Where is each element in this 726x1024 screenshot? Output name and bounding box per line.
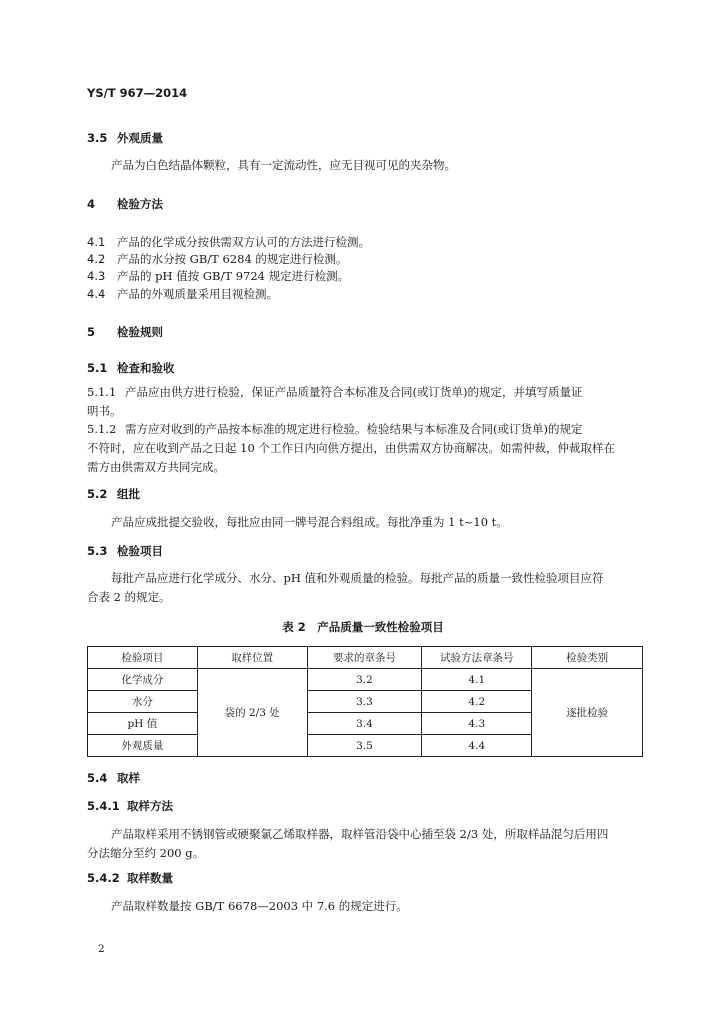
section-5-4-2-text: 产品取样数量按 GB/T 6678—2003 中 7.6 的规定进行。 xyxy=(111,899,408,913)
section-3-5-text: 产品为白色结晶体颗粒，具有一定流动性，应无目视可见的夹杂物。 xyxy=(111,158,456,172)
section-5-4-heading xyxy=(87,770,140,786)
paragraph-line: 产品取样采用不锈钢管或硬聚氯乙烯取样器，取样管沿袋中心插至袋 2/3 处，所取样品混匀后用四 xyxy=(111,827,609,841)
section-number: 4 xyxy=(87,197,96,211)
paragraph-line: 明书。 xyxy=(87,404,122,418)
section-3-5-heading xyxy=(87,130,163,146)
section-number: 5.3 xyxy=(87,544,108,558)
section-title: 检验规则 xyxy=(117,325,163,339)
cell-item: pH 值 xyxy=(88,713,198,735)
cell-item: 外观质量 xyxy=(88,735,198,757)
section-title: 组批 xyxy=(117,487,140,501)
section-title: 检验项目 xyxy=(117,544,163,558)
column-header: 试验方法章条号 xyxy=(422,647,532,669)
paragraph-line: 产品应由供方进行检验，保证产品质量符合本标准及合同(或订货单)的规定，并填写质量证 xyxy=(125,385,583,399)
cell-requirement-clause: 3.2 xyxy=(307,669,422,691)
section-title: 取样方法 xyxy=(127,799,173,813)
cell-method-clause: 4.4 xyxy=(422,735,532,757)
section-title: 检查和验收 xyxy=(117,361,175,375)
paragraph-line: 合表 2 的规定。 xyxy=(87,590,171,604)
section-title: 取样 xyxy=(117,771,140,785)
cell-requirement-clause: 3.4 xyxy=(307,713,422,735)
cell-method-clause: 4.2 xyxy=(422,691,532,713)
column-header: 取样位置 xyxy=(197,647,307,669)
section-5-heading xyxy=(87,324,163,340)
list-item xyxy=(87,286,278,302)
list-item xyxy=(87,251,347,267)
cell-method-clause: 4.3 xyxy=(422,713,532,735)
section-number: 3.5 xyxy=(87,131,108,145)
page-number: 2 xyxy=(98,943,105,955)
inspection-items-table xyxy=(87,646,643,757)
section-5-3-heading xyxy=(87,543,163,559)
column-header: 检验项目 xyxy=(88,647,198,669)
section-5-4-1-text xyxy=(87,825,608,863)
section-title: 取样数量 xyxy=(127,871,173,885)
item-text: 产品的 pH 值按 GB/T 9724 规定进行检测。 xyxy=(117,269,350,283)
paragraph-line: 需方应对收到的产品按本标准的规定进行检验。检验结果与本标准及合同(或订货单)的规定 xyxy=(125,422,583,436)
standard-code: YS/T 967—2014 xyxy=(87,86,188,100)
table-header-row xyxy=(88,647,643,669)
cell-sampling-location: 袋的 2/3 处 xyxy=(197,669,307,757)
section-4-heading xyxy=(87,196,163,212)
section-title: 外观质量 xyxy=(117,131,163,145)
paragraph-line: 需方由供需双方共同完成。 xyxy=(87,460,225,474)
cell-item: 水分 xyxy=(88,691,198,713)
list-item xyxy=(87,268,349,284)
section-5-3-text xyxy=(87,569,604,607)
section-5-4-2-heading xyxy=(87,870,173,886)
paragraph-line: 分法缩分至约 200 g。 xyxy=(87,846,205,860)
item-number: 4.1 xyxy=(87,235,106,249)
cell-item: 化学成分 xyxy=(88,669,198,691)
section-5-4-1-heading xyxy=(87,798,173,814)
clause-number: 5.1.2 xyxy=(87,422,117,436)
clause-number: 5.1.1 xyxy=(87,385,117,399)
paragraph-5-1-1 xyxy=(87,383,582,421)
item-text: 产品的化学成分按供需双方认可的方法进行检测。 xyxy=(117,235,370,249)
section-5-1-heading xyxy=(87,360,175,376)
section-number: 5.4.1 xyxy=(87,799,120,813)
cell-requirement-clause: 3.3 xyxy=(307,691,422,713)
item-text: 产品的外观质量采用目视检测。 xyxy=(117,287,278,301)
column-header: 要求的章条号 xyxy=(307,647,422,669)
cell-requirement-clause: 3.5 xyxy=(307,735,422,757)
section-number: 5.1 xyxy=(87,361,108,375)
section-5-2-heading xyxy=(87,486,140,502)
column-header: 检验类别 xyxy=(532,647,643,669)
cell-method-clause: 4.1 xyxy=(422,669,532,691)
paragraph-5-1-2 xyxy=(87,420,615,477)
paragraph-line: 不符时，应在收到产品之日起 10 个工作日内向供方提出，由供需双方协商解决。如需仲裁，仲裁取样在 xyxy=(87,441,615,455)
section-title: 检验方法 xyxy=(117,197,163,211)
section-number: 5.4 xyxy=(87,771,108,785)
item-number: 4.2 xyxy=(87,252,106,266)
section-number: 5 xyxy=(87,325,96,339)
table-caption: 表 2 产品质量一致性检验项目 xyxy=(282,620,444,634)
section-5-2-text: 产品应成批提交验收，每批应由同一牌号混合料组成。每批净重为 1 t~10 t。 xyxy=(111,515,508,529)
paragraph-line: 每批产品应进行化学成分、水分、pH 值和外观质量的检验。每批产品的质量一致性检验项目应符 xyxy=(111,571,604,585)
cell-inspection-type: 逐批检验 xyxy=(532,669,643,757)
list-item xyxy=(87,234,370,250)
item-number: 4.3 xyxy=(87,269,106,283)
table-row xyxy=(88,669,643,691)
item-number: 4.4 xyxy=(87,287,106,301)
item-text: 产品的水分按 GB/T 6284 的规定进行检测。 xyxy=(117,252,348,266)
section-number: 5.4.2 xyxy=(87,871,120,885)
section-number: 5.2 xyxy=(87,487,108,501)
